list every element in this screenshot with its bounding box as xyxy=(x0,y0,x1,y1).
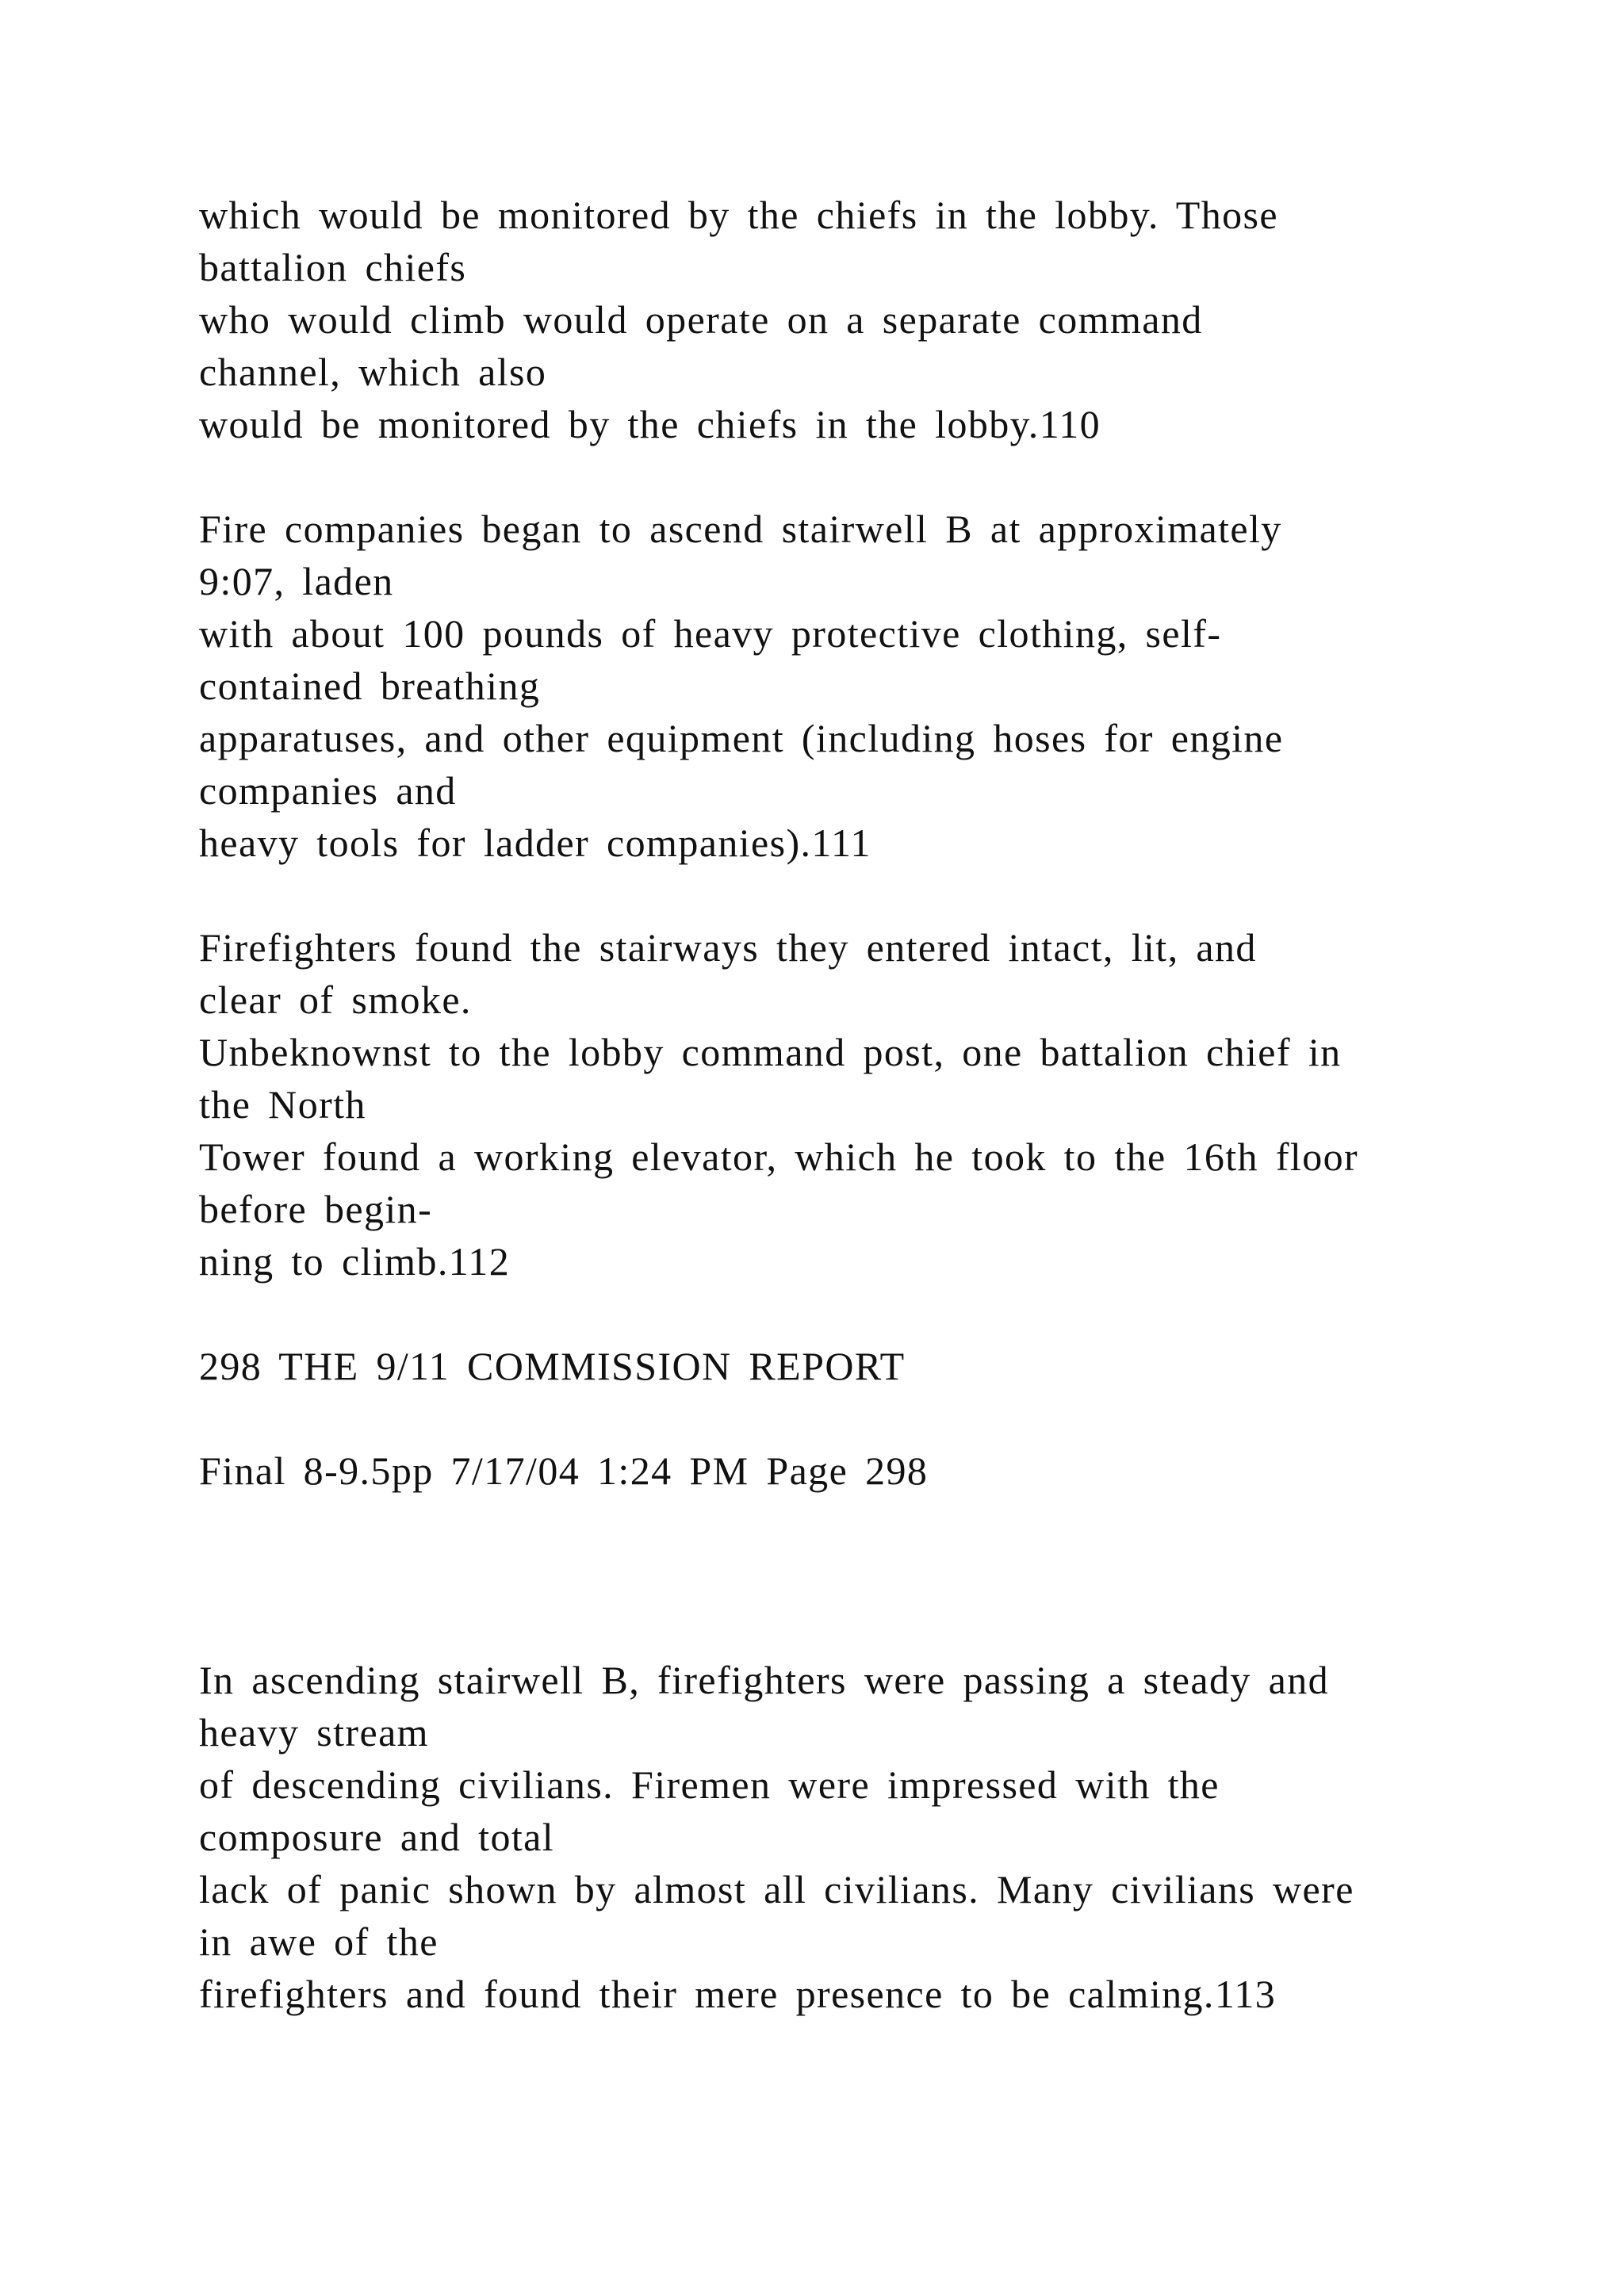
text-line: firefighters and found their mere presence to be calming.113 xyxy=(199,1972,1277,2016)
text-line: the North xyxy=(199,1082,366,1127)
document-body xyxy=(199,189,1436,2020)
text-line: ning to climb.112 xyxy=(199,1239,511,1284)
text-line: in awe of the xyxy=(199,1919,439,1964)
running-footer xyxy=(199,1340,1436,1392)
text-line: Fire companies began to ascend stairwell B at approximately xyxy=(199,507,1282,551)
paragraph-stairwell-ascent xyxy=(199,503,1436,869)
text-line: 9:07, laden xyxy=(199,559,394,603)
text-line: before begin- xyxy=(199,1187,433,1231)
text-line: battalion chiefs xyxy=(199,245,467,289)
text-line: Unbeknownst to the lobby command post, one battalion chief in xyxy=(199,1030,1342,1074)
report-footer-line: 298 THE 9/11 COMMISSION REPORT xyxy=(199,1344,906,1388)
paragraph-gap xyxy=(199,1392,1436,1445)
text-line: of descending civilians. Firemen were impressed with the xyxy=(199,1762,1220,1807)
paragraph-gap xyxy=(199,1288,1436,1340)
text-line: with about 100 pounds of heavy protective clothing, self- xyxy=(199,611,1222,656)
text-line: In ascending stairwell B, firefighters were passing a steady and xyxy=(199,1658,1330,1702)
text-line: companies and xyxy=(199,768,457,813)
text-line: would be monitored by the chiefs in the lobby.110 xyxy=(199,402,1101,446)
print-slug-line: Final 8-9.5pp 7/17/04 1:24 PM Page 298 xyxy=(199,1448,929,1493)
text-line: Tower found a working elevator, which he took to the 16th floor xyxy=(199,1135,1359,1179)
paragraph-gap xyxy=(199,869,1436,921)
text-line: apparatuses, and other equipment (including hoses for engine xyxy=(199,716,1284,760)
text-line: channel, which also xyxy=(199,350,547,394)
paragraph-stairway-conditions xyxy=(199,921,1436,1288)
print-slug xyxy=(199,1445,1436,1497)
text-line: clear of smoke. xyxy=(199,978,472,1022)
paragraph-radio-channels xyxy=(199,189,1436,450)
page-break-gap xyxy=(199,1497,1436,1654)
paragraph-gap xyxy=(199,450,1436,503)
paragraph-descending-civilians xyxy=(199,1654,1436,2020)
text-line: who would climb would operate on a separate command xyxy=(199,297,1203,342)
text-line: contained breathing xyxy=(199,664,541,708)
text-line: which would be monitored by the chiefs in the lobby. Those xyxy=(199,193,1278,237)
text-line: Firefighters found the stairways they entered intact, lit, and xyxy=(199,925,1257,970)
text-line: heavy stream xyxy=(199,1710,429,1755)
text-line: heavy tools for ladder companies).111 xyxy=(199,821,871,865)
text-line: lack of panic shown by almost all civilians. Many civilians were xyxy=(199,1867,1354,1911)
text-line: composure and total xyxy=(199,1815,555,1859)
